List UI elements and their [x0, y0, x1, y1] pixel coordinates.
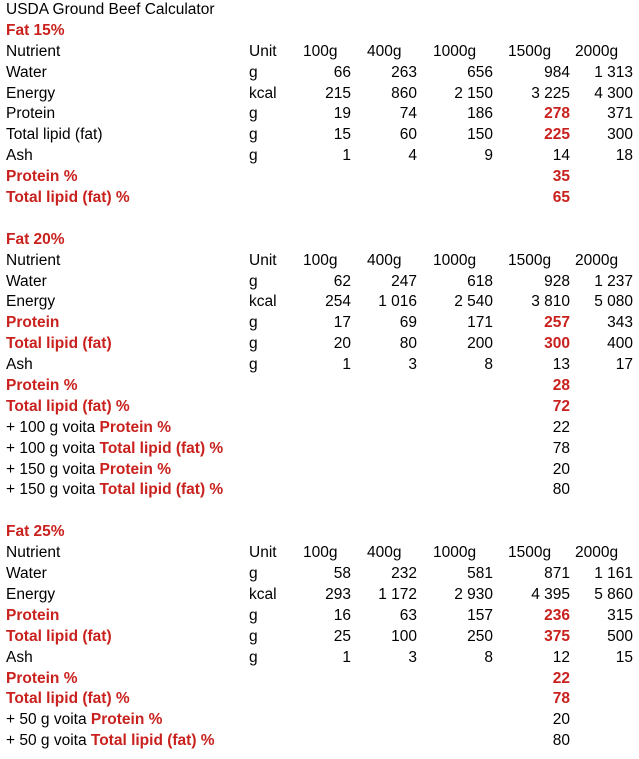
value-400g: 4	[408, 147, 417, 165]
col-header-400g: 400g	[367, 251, 402, 269]
protein-pct-value: 28	[552, 377, 570, 395]
value-1000g: 656	[467, 63, 493, 81]
protein-pct-value: 22	[552, 669, 570, 687]
value-400g: 60	[399, 126, 417, 144]
value-1500g: 4 395	[531, 585, 570, 603]
value-100g: 17	[333, 314, 351, 332]
value-1000g: 2 150	[454, 84, 493, 102]
value-1500g: 984	[544, 63, 570, 81]
butter-adjustment-row	[6, 480, 639, 501]
butter-prefix: + 50 g voita	[6, 732, 91, 750]
col-header-1500g: 1500g	[508, 544, 552, 562]
butter-metric: Total lipid (fat) %	[99, 439, 224, 457]
butter-adjustment-row	[6, 710, 639, 731]
nutrient-name: Water	[6, 565, 47, 583]
unit-cell: g	[249, 606, 258, 624]
table-row	[6, 585, 639, 606]
value-100g: 66	[333, 63, 351, 81]
unit-cell: g	[249, 627, 258, 645]
protein-pct-label: Protein %	[6, 669, 78, 687]
value-1500g: 14	[552, 147, 570, 165]
table-row	[6, 627, 639, 648]
value-100g: 254	[325, 293, 351, 311]
nutrient-name: Protein	[6, 105, 56, 123]
value-400g: 860	[391, 84, 417, 102]
value-1500g: 300	[544, 335, 570, 353]
nutrient-name: Ash	[6, 356, 33, 374]
value-100g: 16	[333, 606, 351, 624]
fat-pct-row	[6, 188, 639, 209]
value-1000g: 171	[467, 314, 493, 332]
fat-pct-label: Total lipid (fat) %	[6, 397, 130, 415]
value-2000g: 17	[615, 356, 633, 374]
value-400g: 69	[399, 314, 417, 332]
value-2000g: 400	[607, 335, 633, 353]
value-100g: 58	[333, 565, 351, 583]
value-2000g: 500	[607, 627, 633, 645]
value-1500g: 375	[544, 627, 570, 645]
unit-cell: kcal	[249, 84, 277, 102]
col-header-nutrient: Nutrient	[6, 251, 61, 269]
value-400g: 232	[391, 565, 417, 583]
butter-prefix: + 150 g voita	[6, 460, 100, 478]
value-100g: 215	[325, 84, 351, 102]
value-1500g: 3 810	[531, 293, 570, 311]
value-100g: 15	[333, 126, 351, 144]
col-header-1000g: 1000g	[433, 544, 477, 562]
butter-adjustment-label	[6, 710, 162, 731]
col-header-1000g: 1000g	[433, 251, 477, 269]
value-400g: 1 172	[378, 585, 417, 603]
value-400g: 263	[391, 63, 417, 81]
nutrient-name: Total lipid (fat)	[6, 126, 103, 144]
butter-adjustment-value: 80	[552, 732, 570, 750]
protein-pct-label: Protein %	[6, 168, 78, 186]
nutrient-name: Energy	[6, 84, 56, 102]
unit-cell: g	[249, 105, 258, 123]
butter-adjustment-row	[6, 418, 639, 439]
value-1000g: 9	[484, 147, 493, 165]
section-heading-row	[6, 230, 639, 251]
value-400g: 63	[399, 606, 417, 624]
col-header-2000g: 2000g	[575, 42, 619, 60]
nutrient-name: Protein	[6, 314, 60, 332]
fat-pct-value: 65	[552, 189, 570, 207]
value-100g: 20	[333, 335, 351, 353]
col-header-100g: 100g	[303, 42, 338, 60]
page-title: USDA Ground Beef Calculator	[6, 1, 215, 18]
unit-cell: kcal	[249, 585, 277, 603]
butter-adjustment-value: 20	[552, 711, 570, 729]
butter-adjustment-row	[6, 439, 639, 460]
butter-adjustment-label	[6, 731, 215, 752]
column-header-row	[6, 251, 639, 272]
value-1000g: 200	[467, 335, 493, 353]
butter-prefix: + 50 g voita	[6, 711, 91, 729]
butter-adjustment-row	[6, 460, 639, 481]
unit-cell: g	[249, 314, 258, 332]
table-row	[6, 272, 639, 293]
section-heading: Fat 25%	[6, 523, 65, 541]
fat-pct-row	[6, 397, 639, 418]
value-1500g: 236	[544, 606, 570, 624]
value-2000g: 1 237	[594, 272, 633, 290]
value-1000g: 157	[467, 606, 493, 624]
section-spacer	[6, 501, 639, 522]
unit-cell: kcal	[249, 293, 277, 311]
value-1000g: 2 540	[454, 293, 493, 311]
value-2000g: 18	[615, 147, 633, 165]
nutrient-name: Total lipid (fat)	[6, 627, 112, 645]
col-header-1500g: 1500g	[508, 42, 552, 60]
value-100g: 1	[342, 356, 351, 374]
butter-metric: Protein %	[90, 711, 163, 729]
unit-cell: g	[249, 335, 258, 353]
value-2000g: 1 313	[594, 63, 633, 81]
value-1000g: 581	[467, 565, 493, 583]
unit-cell: g	[249, 648, 258, 666]
value-400g: 74	[399, 105, 417, 123]
butter-metric: Protein %	[99, 460, 171, 478]
butter-adjustment-row	[6, 731, 639, 752]
col-header-nutrient: Nutrient	[6, 42, 61, 60]
col-header-unit: Unit	[249, 251, 277, 269]
butter-adjustment-label	[6, 418, 171, 439]
butter-metric: Total lipid (fat) %	[99, 481, 224, 499]
table-row	[6, 104, 639, 125]
col-header-1000g: 1000g	[433, 42, 477, 60]
value-1500g: 871	[544, 565, 570, 583]
unit-cell: g	[249, 63, 258, 81]
col-header-unit: Unit	[249, 42, 277, 60]
value-2000g: 315	[607, 606, 633, 624]
value-400g: 100	[391, 627, 417, 645]
value-1500g: 13	[552, 356, 570, 374]
section-heading: Fat 15%	[6, 21, 65, 39]
value-2000g: 371	[607, 105, 633, 123]
fat-pct-value: 78	[552, 690, 570, 708]
nutrient-name: Water	[6, 63, 47, 81]
nutrient-name: Water	[6, 272, 47, 290]
value-2000g: 5 860	[594, 585, 633, 603]
table-row	[6, 125, 639, 146]
value-100g: 62	[333, 272, 351, 290]
value-1000g: 250	[467, 627, 493, 645]
value-100g: 1	[342, 648, 351, 666]
nutrient-name: Energy	[6, 293, 56, 311]
column-header-row	[6, 42, 639, 63]
value-1000g: 150	[467, 126, 493, 144]
value-1000g: 2 930	[454, 585, 493, 603]
value-1500g: 928	[544, 272, 570, 290]
col-header-2000g: 2000g	[575, 251, 619, 269]
protein-pct-row	[6, 376, 639, 397]
butter-metric: Protein %	[99, 418, 171, 436]
butter-adjustment-value: 22	[552, 418, 570, 436]
nutrient-name: Protein	[6, 606, 60, 624]
butter-prefix: + 100 g voita	[6, 418, 100, 436]
col-header-400g: 400g	[367, 544, 402, 562]
col-header-nutrient: Nutrient	[6, 544, 61, 562]
butter-metric: Total lipid (fat) %	[90, 732, 215, 750]
nutrient-name: Ash	[6, 648, 33, 666]
table-row	[6, 334, 639, 355]
table-row	[6, 564, 639, 585]
table-row	[6, 292, 639, 313]
value-2000g: 5 080	[594, 293, 633, 311]
title-row	[6, 0, 639, 21]
nutrient-name: Ash	[6, 147, 33, 165]
value-100g: 293	[325, 585, 351, 603]
fat-pct-label: Total lipid (fat) %	[6, 690, 130, 708]
butter-adjustment-label	[6, 460, 171, 481]
butter-adjustment-label	[6, 480, 223, 501]
value-400g: 80	[399, 335, 417, 353]
value-2000g: 1 161	[594, 565, 633, 583]
value-2000g: 343	[607, 314, 633, 332]
value-2000g: 4 300	[594, 84, 633, 102]
protein-pct-label: Protein %	[6, 377, 78, 395]
fat-pct-value: 72	[552, 397, 570, 415]
column-header-row	[6, 543, 639, 564]
fat-pct-label: Total lipid (fat) %	[6, 189, 130, 207]
value-1000g: 186	[467, 105, 493, 123]
col-header-100g: 100g	[303, 544, 338, 562]
section-heading-row	[6, 522, 639, 543]
value-1000g: 8	[484, 356, 493, 374]
table-row	[6, 355, 639, 376]
section-spacer	[6, 209, 639, 230]
value-100g: 1	[342, 147, 351, 165]
value-1000g: 618	[467, 272, 493, 290]
value-1500g: 225	[544, 126, 570, 144]
butter-adjustment-label	[6, 439, 223, 460]
table-row	[6, 63, 639, 84]
value-400g: 3	[408, 356, 417, 374]
table-row	[6, 606, 639, 627]
nutrient-name: Total lipid (fat)	[6, 335, 112, 353]
table-row	[6, 313, 639, 334]
value-400g: 247	[391, 272, 417, 290]
protein-pct-row	[6, 669, 639, 690]
section-heading-row	[6, 21, 639, 42]
value-1000g: 8	[484, 648, 493, 666]
value-1500g: 278	[544, 105, 570, 123]
unit-cell: g	[249, 356, 258, 374]
protein-pct-row	[6, 167, 639, 188]
value-100g: 25	[333, 627, 351, 645]
fat-pct-row	[6, 689, 639, 710]
butter-adjustment-value: 80	[552, 481, 570, 499]
col-header-400g: 400g	[367, 42, 402, 60]
unit-cell: g	[249, 147, 258, 165]
unit-cell: g	[249, 272, 258, 290]
value-2000g: 300	[607, 126, 633, 144]
value-1500g: 12	[552, 648, 570, 666]
col-header-2000g: 2000g	[575, 544, 619, 562]
section-heading: Fat 20%	[6, 230, 65, 248]
butter-adjustment-value: 20	[552, 460, 570, 478]
butter-prefix: + 100 g voita	[6, 439, 100, 457]
butter-adjustment-value: 78	[552, 439, 570, 457]
value-400g: 3	[408, 648, 417, 666]
col-header-unit: Unit	[249, 544, 277, 562]
value-2000g: 15	[615, 648, 633, 666]
unit-cell: g	[249, 565, 258, 583]
unit-cell: g	[249, 126, 258, 144]
butter-prefix: + 150 g voita	[6, 481, 100, 499]
col-header-100g: 100g	[303, 251, 338, 269]
table-row	[6, 146, 639, 167]
nutrient-name: Energy	[6, 585, 56, 603]
col-header-1500g: 1500g	[508, 251, 552, 269]
value-1500g: 3 225	[531, 84, 570, 102]
value-400g: 1 016	[378, 293, 417, 311]
value-1500g: 257	[544, 314, 570, 332]
table-row	[6, 84, 639, 105]
value-100g: 19	[333, 105, 351, 123]
protein-pct-value: 35	[552, 168, 570, 186]
table-row	[6, 648, 639, 669]
